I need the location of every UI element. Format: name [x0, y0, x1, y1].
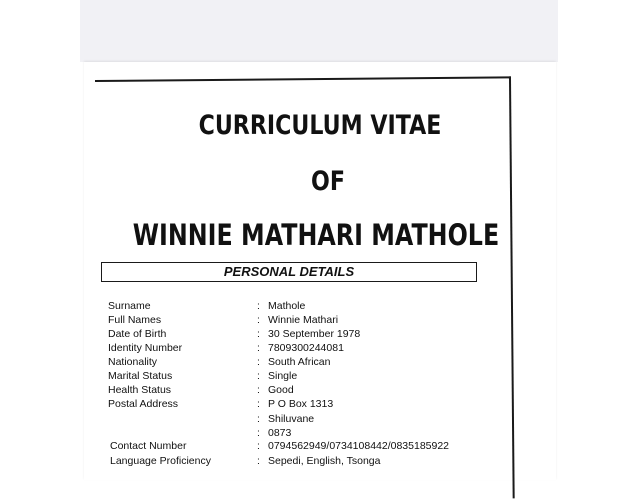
cv-owner-name: WINNIE MATHARI MATHOLE	[132, 218, 500, 252]
value-health-status: Good	[268, 384, 294, 396]
colon: :	[257, 455, 260, 467]
value-identity-number: 7809300244081	[268, 342, 344, 354]
background-band	[80, 0, 558, 62]
label-date-of-birth: Date of Birth	[108, 328, 167, 340]
right-margin	[558, 0, 640, 480]
colon: :	[257, 413, 260, 425]
label-marital-status: Marital Status	[108, 370, 173, 382]
colon: :	[257, 370, 260, 382]
value-language-proficiency: Sepedi, English, Tsonga	[268, 455, 381, 467]
label-surname: Surname	[108, 300, 151, 312]
colon: :	[257, 427, 260, 439]
colon: :	[257, 356, 260, 368]
colon: :	[257, 342, 260, 354]
value-nationality: South African	[268, 356, 331, 368]
colon: :	[257, 300, 260, 312]
colon: :	[257, 328, 260, 340]
value-marital-status: Single	[268, 370, 298, 382]
value-postal-address-line2: Shiluvane	[268, 413, 315, 425]
cv-title: CURRICULUM VITAE	[198, 110, 442, 141]
label-identity-number: Identity Number	[108, 342, 183, 354]
label-language-proficiency: Language Proficiency	[110, 455, 211, 467]
colon: :	[257, 314, 260, 326]
colon: :	[257, 384, 260, 396]
label-full-names: Full Names	[108, 314, 162, 326]
value-postal-address-line1: P O Box 1313	[268, 398, 334, 410]
label-nationality: Nationality	[108, 356, 158, 368]
left-margin	[0, 0, 80, 480]
colon: :	[257, 440, 260, 452]
value-full-names: Winnie Mathari	[268, 314, 339, 326]
label-health-status: Health Status	[108, 384, 172, 396]
value-postal-address-line3: 0873	[268, 427, 292, 439]
value-date-of-birth: 30 September 1978	[268, 328, 361, 340]
label-contact-number: Contact Number	[110, 440, 187, 452]
label-postal-address: Postal Address	[108, 398, 179, 410]
colon: :	[257, 398, 260, 410]
value-contact-number: 0794562949/0734108442/0835185922	[268, 440, 450, 452]
cv-title-of: OF	[311, 166, 345, 197]
section-personal-details: PERSONAL DETAILS	[101, 262, 477, 282]
value-surname: Mathole	[268, 300, 306, 312]
